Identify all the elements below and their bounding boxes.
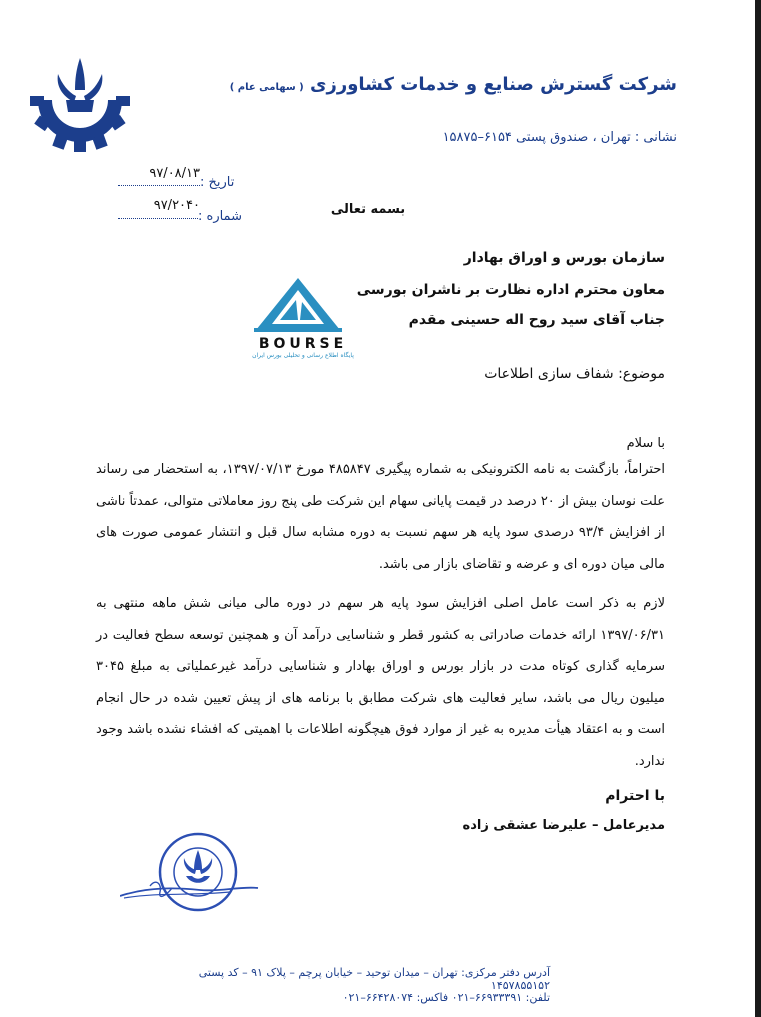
recipient-line-2: معاون محترم اداره نظارت بر ناشران بورسی [356,282,665,298]
footer-phone: تلفن: ۶۶۹۳۳۳۹۱–۰۲۱ فاکس: ۶۶۴۲۸۰۷۴–۰۲۱ [342,991,550,1004]
bourse-caption: پایگاه اطلاع رسانی و تحلیلی بورس ایران [252,352,354,359]
recipient-line-3: جناب آقای سید روح اله حسینی مقدم [408,312,665,328]
bismillah: بسمه تعالی [330,202,406,217]
bourse-mountain-icon [240,276,366,334]
company-gear-logo-icon [28,56,132,152]
recipient-line-1: سازمان بورس و اوراق بهادار [463,250,665,266]
scan-edge [755,0,761,1017]
greeting: با سلام [626,436,665,451]
subject-line: موضوع: شفاف سازی اطلاعات [484,366,665,382]
paragraph-1: احتراماً، بازگشت به نامه الکترونیکی به شماره پیگیری ۴۸۵۸۴۷ مورخ ۱۳۹۷/۰۷/۱۳، به استحضار می رساند علت نوسان بیش از ۲۰ درصد در قیمت پایانی سهام این شرکت طی پنج روز معاملاتی متوالی، عمدتاً ناشی از افزایش ۹۳/۴ درصدی سود پایه هر سهم نسبت به دوره مشابه سال قبل و انتشار عمومی صورت های مالی میان دوره ای و عرضه و تقاضای بازار می باشد. [96,462,666,572]
date-line [118,185,200,186]
number-line [118,218,198,219]
company-name [217,74,677,95]
company-seal-stamp-icon [120,826,260,930]
bourse-logo [240,276,366,360]
number-value: ۹۷/۲۰۴۰ [153,198,200,213]
date-value: ۹۷/۰۸/۱۳ [149,166,200,181]
footer-address: آدرس دفتر مرکزی: تهران – میدان توحید – خیابان پرچم – پلاک ۹۱ – کد پستی ۱۴۵۷۸۵۵۱۵۲ [198,966,550,992]
company-name-text: شرکت گسترش صنایع و خدمات کشاورزی [310,74,677,95]
company-address: نشانی : تهران ، صندوق پستی ۶۱۵۴–۱۵۸۷۵ [442,130,677,145]
number-label: شماره : [198,209,242,224]
date-label: تاریخ : [200,175,235,190]
bourse-wordmark: BOURSE [258,336,348,352]
signatory-name: مدیرعامل – علیرضا عشقی زاده [462,818,665,833]
paragraph-2: لازم به ذکر است عامل اصلی افزایش سود پایه هر سهم در دوره مالی میانی شش ماهه منتهی به ۱۳۹۷/۰۶/۳۱ ارائه خدمات صادراتی به کشور قطر و شناسایی درآمد آن و همچنین توسعه سطح فعالیت در سرمایه گذاری کوتاه مدت در بازار بورس و اوراق بهادار و شناسایی درآمد غیرعملیاتی به مبلغ ۳۰۴۵ میلیون ریال می باشد، سایر فعالیت های شرکت مطابق با برنامه های از پیش تعیین شده در حال انجام است و به اعتقاد هیأت مدیره به غیر از موارد فوق هیچگونه اطلاعات با اهمیتی که افشاء نشده باشد وجود ندارد. [96,596,665,769]
closing-respect: با احترام [605,788,665,804]
company-type: ( سهامی عام ) [229,82,304,93]
